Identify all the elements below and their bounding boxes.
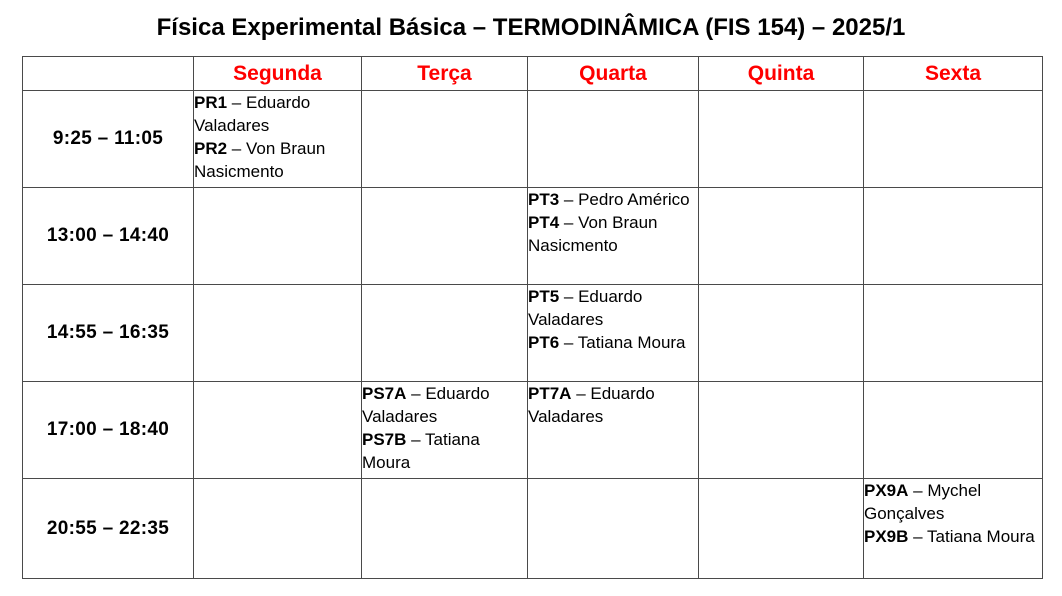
- class-code: PT5: [528, 287, 560, 306]
- schedule-cell: [699, 479, 864, 579]
- class-code: PR2: [194, 139, 228, 158]
- class-entry: [864, 479, 1042, 525]
- schedule-cell: [194, 285, 362, 382]
- class-code: PT3: [528, 190, 560, 209]
- professor-name: Von Braun Nasicmento: [528, 213, 658, 255]
- day-header-terca: Terça: [362, 57, 528, 91]
- schedule-cell: [194, 91, 362, 188]
- class-entry: [528, 331, 698, 354]
- day-header-sexta: Sexta: [864, 57, 1043, 91]
- class-entry: [528, 188, 698, 211]
- class-entry: [362, 382, 527, 428]
- entry-separator: –: [571, 384, 591, 403]
- corner-cell: [23, 57, 194, 91]
- entry-separator: –: [406, 430, 426, 449]
- class-code: PX9B: [864, 527, 909, 546]
- page-title: Física Experimental Básica – TERMODINÂMICA (FIS 154) – 2025/1: [156, 14, 906, 41]
- class-entry: [362, 428, 527, 474]
- professor-name: Pedro Américo: [578, 190, 690, 209]
- entry-separator: –: [227, 139, 246, 158]
- schedule-cell: [194, 479, 362, 579]
- professor-name: Von Braun Nasicmento: [194, 139, 326, 181]
- professor-name: Eduardo Valadares: [194, 93, 311, 135]
- schedule-cell: [528, 285, 699, 382]
- professor-name: Eduardo Valadares: [528, 287, 643, 329]
- professor-name: Eduardo Valadares: [362, 384, 490, 426]
- entry-separator: –: [559, 333, 578, 352]
- class-entry: [864, 525, 1042, 548]
- day-header-quinta: Quinta: [699, 57, 864, 91]
- schedule-cell: [362, 91, 528, 188]
- schedule-cell: [699, 382, 864, 479]
- schedule-cell: [864, 479, 1043, 579]
- schedule-cell: [194, 188, 362, 285]
- entry-separator: –: [559, 287, 579, 306]
- time-slot-label: 13:00 – 14:40: [23, 188, 194, 285]
- schedule-table: [22, 56, 1043, 579]
- entry-separator: –: [908, 527, 928, 546]
- schedule-cell: [864, 285, 1043, 382]
- professor-name: Tatiana Moura: [927, 527, 1035, 546]
- schedule-cell: [528, 91, 699, 188]
- professor-name: Mychel Gonçalves: [864, 481, 982, 523]
- class-entry: [194, 137, 361, 183]
- schedule-cell: [699, 91, 864, 188]
- class-code: PT6: [528, 333, 560, 352]
- professor-name: Tatiana Moura: [577, 333, 686, 352]
- day-header-segunda: Segunda: [194, 57, 362, 91]
- class-entry: [528, 211, 698, 257]
- table-row: [23, 285, 1043, 382]
- table-row: [23, 91, 1043, 188]
- table-row: [23, 382, 1043, 479]
- professor-name: Tatiana Moura: [362, 430, 480, 472]
- time-slot-label: 14:55 – 16:35: [23, 285, 194, 382]
- schedule-cell: [194, 382, 362, 479]
- entry-separator: –: [227, 93, 246, 112]
- schedule-cell: [528, 479, 699, 579]
- entry-separator: –: [559, 190, 579, 209]
- class-code: PS7A: [362, 384, 407, 403]
- schedule-cell: [699, 285, 864, 382]
- schedule-cell: [528, 382, 699, 479]
- schedule-cell: [362, 188, 528, 285]
- time-slot-label: 9:25 – 11:05: [23, 91, 194, 188]
- schedule-cell: [362, 285, 528, 382]
- class-entry: [528, 382, 698, 428]
- schedule-cell: [864, 382, 1043, 479]
- class-code: PR1: [194, 93, 228, 112]
- table-row: [23, 188, 1043, 285]
- schedule-cell: [864, 91, 1043, 188]
- schedule-cell: [699, 188, 864, 285]
- class-code: PS7B: [362, 430, 407, 449]
- schedule-cell: [362, 382, 528, 479]
- class-code: PT4: [528, 213, 560, 232]
- time-slot-label: 20:55 – 22:35: [23, 479, 194, 579]
- schedule-cell: [528, 188, 699, 285]
- schedule-cell: [864, 188, 1043, 285]
- class-code: PX9A: [864, 481, 909, 500]
- professor-name: Eduardo Valadares: [528, 384, 655, 426]
- entry-separator: –: [559, 213, 579, 232]
- entry-separator: –: [406, 384, 426, 403]
- class-code: PT7A: [528, 384, 572, 403]
- time-slot-label: 17:00 – 18:40: [23, 382, 194, 479]
- schedule-cell: [362, 479, 528, 579]
- class-entry: [528, 285, 698, 331]
- header-row: [23, 57, 1043, 91]
- day-header-quarta: Quarta: [528, 57, 699, 91]
- entry-separator: –: [908, 481, 928, 500]
- table-row: [23, 479, 1043, 579]
- class-entry: [194, 91, 361, 137]
